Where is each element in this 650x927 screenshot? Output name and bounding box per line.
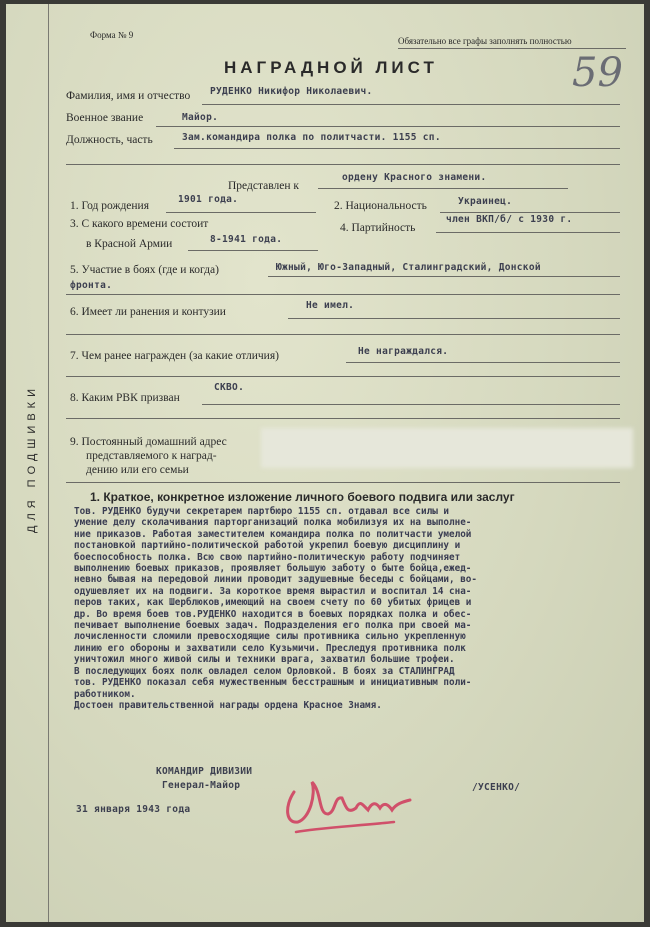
section-heading: 1. Краткое, конкретное изложение личного боевого подвига или заслуг [90, 490, 515, 504]
since-label: 3. С какого времени состоит [70, 218, 209, 230]
merit-line: невно бывая на передовой линии проводит задушевные беседы с бойцами, во- [74, 574, 477, 586]
merit-line: Тов. РУДЕНКО будучи секретарем партбюро 1155 сп. отдавал все силы и [74, 506, 450, 517]
awards-label: 7. Чем ранее награжден (за какие отличия) [70, 350, 279, 362]
wounds-value: Не имел. [306, 300, 355, 311]
signer-role: КОМАНДИР ДИВИЗИИ [156, 766, 253, 777]
nationality-label: 2. Национальность [334, 200, 427, 212]
merit-line: одушевляет их на подвиги. За короткое время вырастил и воспитал 14 сна- [74, 585, 472, 597]
handwritten-signature [276, 752, 426, 842]
award-sheet [6, 4, 644, 922]
fill-note: Обязательно все графы заполнять полностью [398, 36, 572, 46]
birth-value: 1901 года. [178, 194, 239, 205]
merit-line: лочисленности сломили превосходящие силы противника сильно укрепленную [74, 631, 466, 643]
merit-description [74, 506, 630, 711]
merit-line: постановкой партийно-политической работой укрепил боевую дисциплину и [74, 540, 461, 552]
merit-line: тов. РУДЕНКО показал себя мужественным бесстрашным и инициативным поли- [74, 677, 472, 689]
merit-line: умение делу сколачивания парторганизаций полка мобилизуя их на выполне- [74, 517, 472, 529]
merit-line: В последующих боях полк овладел селом Орловкой. В боях за СТАЛИНГРАД [74, 665, 455, 677]
nominated-label: Представлен к [228, 180, 299, 192]
merit-line: уничтожил много живой силы и техники врага, захватил большие трофеи. [74, 654, 455, 666]
signer-rank: Генерал-Майор [162, 780, 241, 791]
document-date: 31 января 1943 года [76, 804, 191, 815]
signer-name: /УСЕНКО/ [472, 782, 521, 793]
merit-line: др. Во время боев тов.РУДЕНКО находится в боевых порядках полка и обес- [74, 608, 472, 620]
document-title: НАГРАДНОЙ ЛИСТ [224, 58, 438, 77]
since-label-2: в Красной Армии [86, 238, 173, 250]
merit-line: линию его обороны и захватили село Кузьмичи. Преследуя противника полк [74, 642, 466, 654]
position-label: Должность, часть [66, 134, 153, 146]
address-label: 9. Постоянный домашний адрес [70, 436, 227, 448]
merit-line: выполнению боевых приказов, проявляет большую заботу о быте бойца,ежед- [74, 563, 472, 575]
merit-line: перов таких, как Шерблюков,имеющий на своем счету по 60 убитых фрицев и [74, 597, 472, 609]
form-number: Форма № 9 [90, 30, 134, 40]
wounds-label: 6. Имеет ли ранения и контузии [70, 306, 226, 318]
nationality-value: Украинец. [458, 196, 513, 207]
battles-value-2: фронта. [70, 280, 113, 291]
merit-line: Достоен правительственной награды ордена Красное Знамя. [74, 699, 382, 711]
battles-value: Южный, Юго-Западный, Сталинградский, Донской [276, 262, 541, 273]
battles-label: 5. Участие в боях (где и когда) [70, 264, 219, 276]
name-value: РУДЕНКО Никифор Николаевич. [210, 86, 373, 97]
handwritten-number: 59 [572, 50, 623, 96]
merit-line: ние приказов. Работая заместителем командира полка по политчасти умелой [74, 528, 472, 540]
since-value: 8-1941 года. [210, 234, 283, 245]
rvk-label: 8. Каким РВК призван [70, 392, 180, 404]
party-label: 4. Партийность [340, 222, 416, 234]
merit-line: работником. [74, 688, 136, 700]
rank-value: Майор. [182, 112, 219, 123]
address-label-3: дению или его семьи [86, 464, 189, 476]
merit-line: печивает выполнение боевых задач. Подразделения его полка при своей ма- [74, 620, 472, 632]
name-label: Фамилия, имя и отчество [66, 90, 191, 102]
birth-label: 1. Год рождения [70, 200, 149, 212]
position-value: Зам.командира полка по политчасти. 1155 сп. [182, 132, 441, 143]
rank-label: Военное звание [66, 112, 144, 124]
party-value: член ВКП/б/ с 1930 г. [446, 214, 573, 225]
awards-value: Не награждался. [358, 346, 449, 357]
nominated-value: ордену Красного знамени. [342, 172, 487, 183]
binding-label: ДЛЯ ПОДШИВКИ [26, 384, 38, 534]
merit-line: боеспособность полка. Всю свою партийно-политическую работу подчиняет [74, 551, 461, 563]
redacted-address [261, 428, 633, 468]
address-label-2: представляемого к наград- [86, 450, 217, 462]
rvk-value: СКВО. [214, 382, 245, 393]
